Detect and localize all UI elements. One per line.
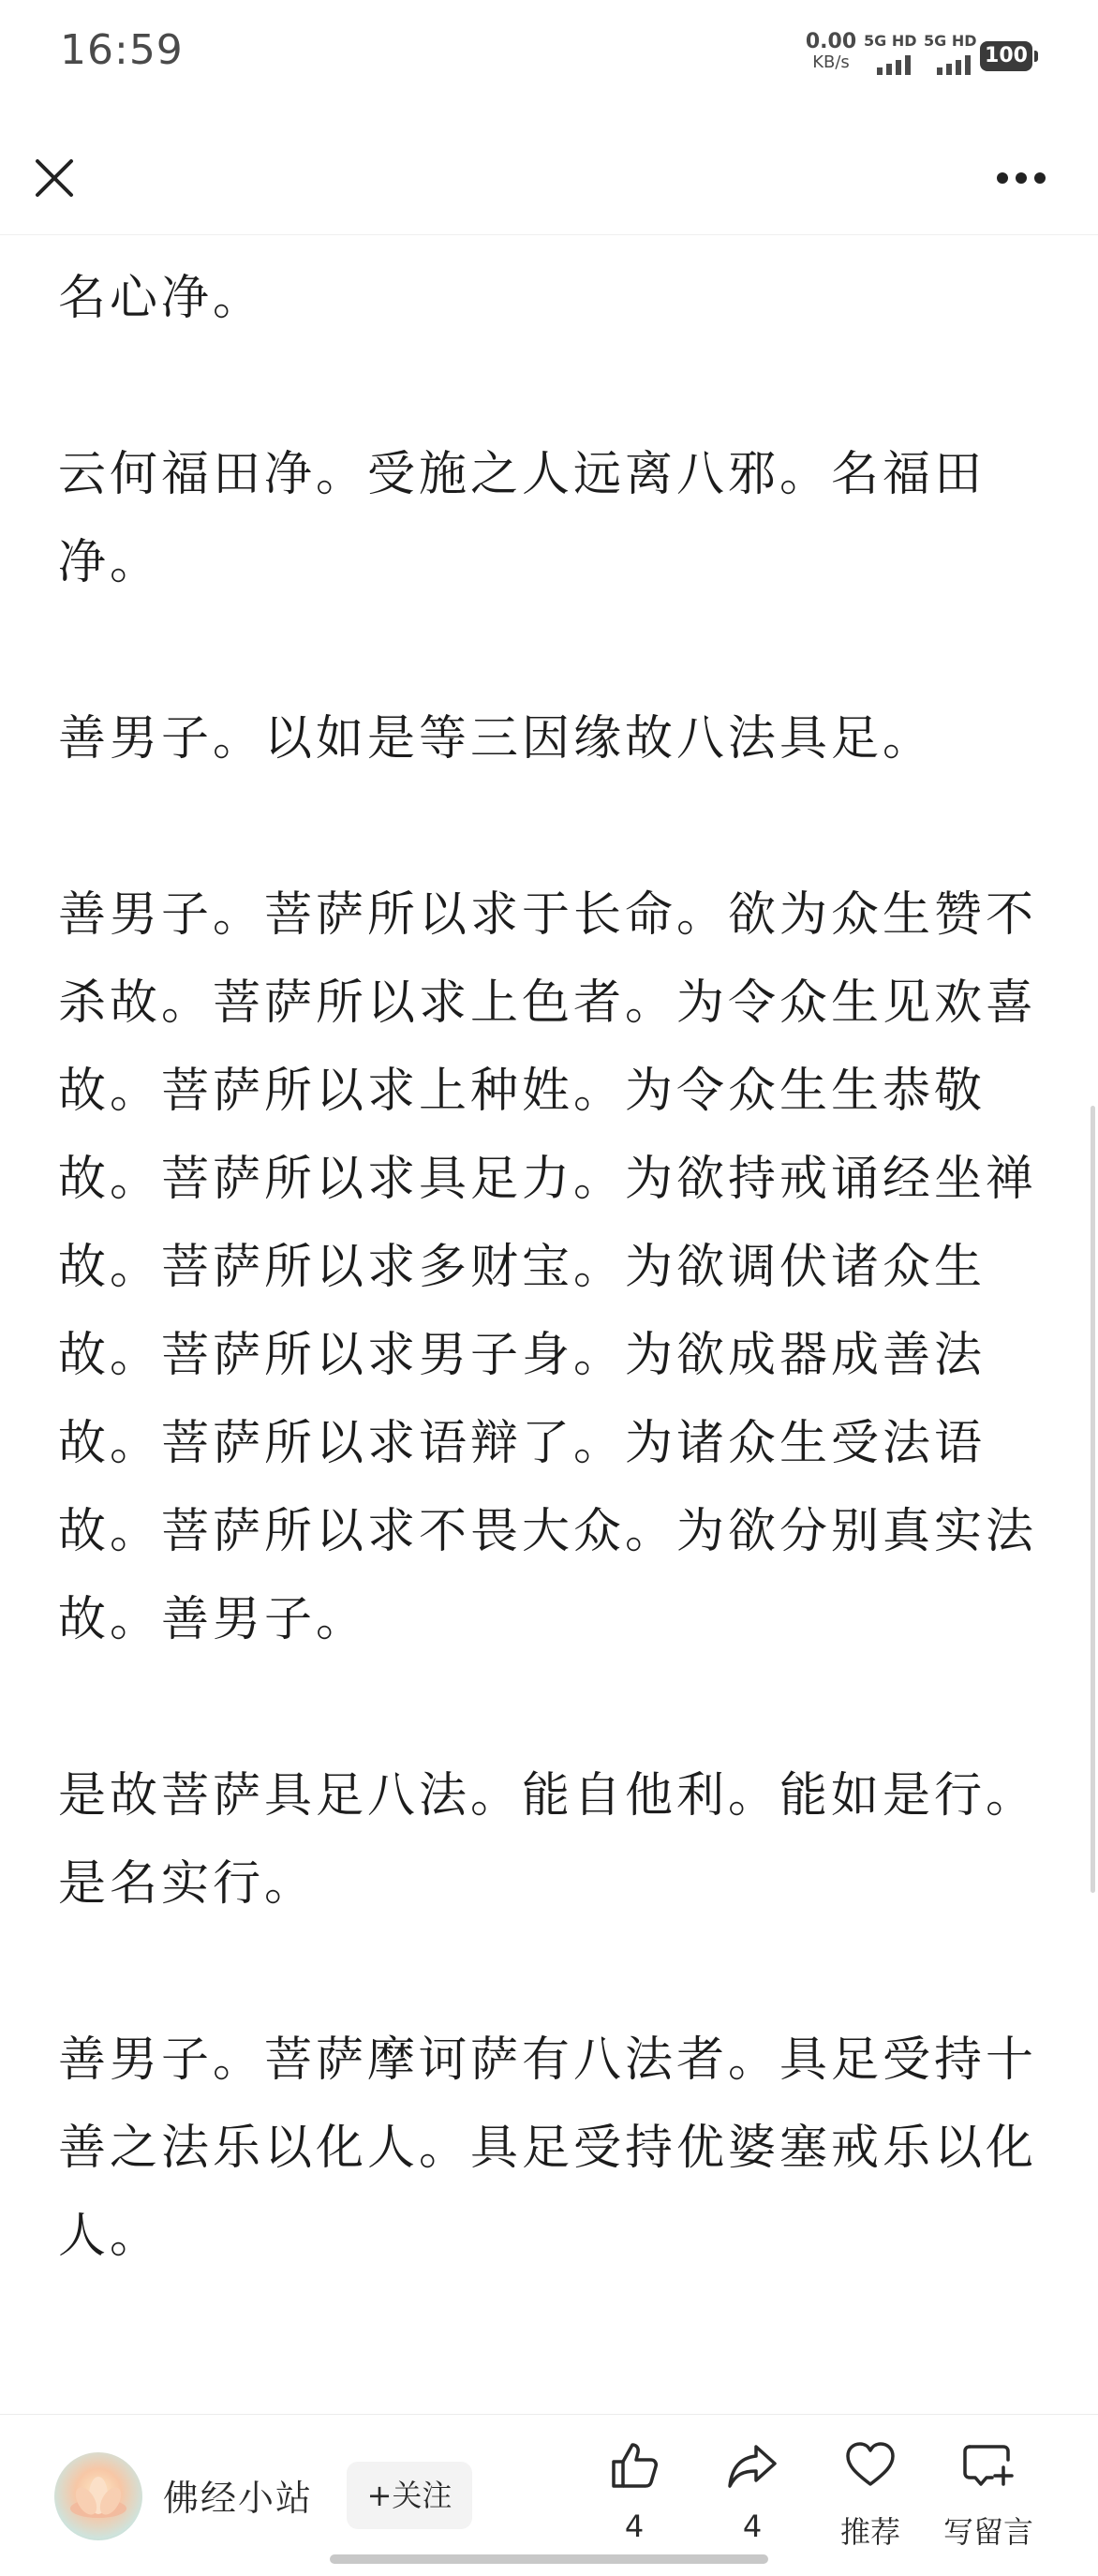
network-speed-unit: KB/s [812,52,850,72]
write-comment-icon [960,2437,1016,2494]
channel-name[interactable]: 佛经小站 [163,2478,314,2519]
battery-level: 100 [985,44,1028,67]
article-paragraph: 善男子。菩萨摩诃萨有八法者。具足受持十善之法乐以化人。具足受持优婆塞戒乐以化人。 [58,2033,1038,2264]
sim2-label: 5G HD [924,32,977,50]
article-paragraph: 善男子。以如是等三因缘故八法具足。 [58,711,935,767]
share-count: 4 [742,2509,763,2544]
comment-label: 写留言 [942,2514,1033,2550]
recommend-label: 推荐 [839,2514,900,2550]
article-paragraph: 名心净。 [58,271,265,326]
network-speed [798,32,864,71]
home-indicator[interactable] [330,2554,768,2564]
share-button[interactable] [701,2437,804,2544]
battery-icon [980,41,1032,71]
like-button[interactable] [583,2437,686,2544]
more-button[interactable] [984,150,1059,206]
sim1-signal [864,32,920,75]
follow-button[interactable]: +关注 [347,2462,472,2529]
more-horizontal-icon [984,150,1059,206]
article-paragraph: 云何福田净。受施之人远离八邪。名福田净。 [58,447,987,590]
status-bar [0,0,1098,112]
article-paragraph: 善男子。菩萨所以求于长命。欲为众生赞不杀故。菩萨所以求上色者。为令众生见欢喜故。菩萨所以求上种姓。为令众生生恭敬故。菩萨所以求具足力。为欲持戒诵经坐禅故。菩萨所以求多财宝。为欲调伏诸众生故。菩萨所以求男子身。为欲成器成善法故。菩萨所以求语辩了。为诸众生受法语故。菩萨所以求不畏大众。为欲分别真实法故。善男子。 [58,887,1038,1647]
signal-bars-icon [877,54,918,75]
comment-button[interactable] [937,2437,1040,2552]
network-speed-value: 0.00 [805,30,857,53]
scrollbar[interactable] [1091,1106,1095,1893]
sim1-label: 5G HD [864,32,917,50]
close-icon [26,150,82,206]
heart-icon [842,2437,898,2494]
close-button[interactable] [26,150,82,206]
sim2-signal [924,32,980,75]
article-body [58,255,1042,2281]
bottom-bar [0,2414,1098,2576]
recommend-button[interactable] [819,2437,922,2552]
thumbs-up-icon [606,2437,662,2494]
signal-bars-icon [937,54,978,75]
top-nav [0,112,1098,235]
avatar[interactable] [54,2452,142,2540]
article-paragraph: 是故菩萨具足八法。能自他利。能如是行。是名实行。 [58,1768,1038,1912]
like-count: 4 [624,2509,645,2544]
status-time: 16:59 [60,26,184,74]
share-arrow-icon [724,2437,780,2494]
lotus-avatar-icon [54,2452,142,2540]
